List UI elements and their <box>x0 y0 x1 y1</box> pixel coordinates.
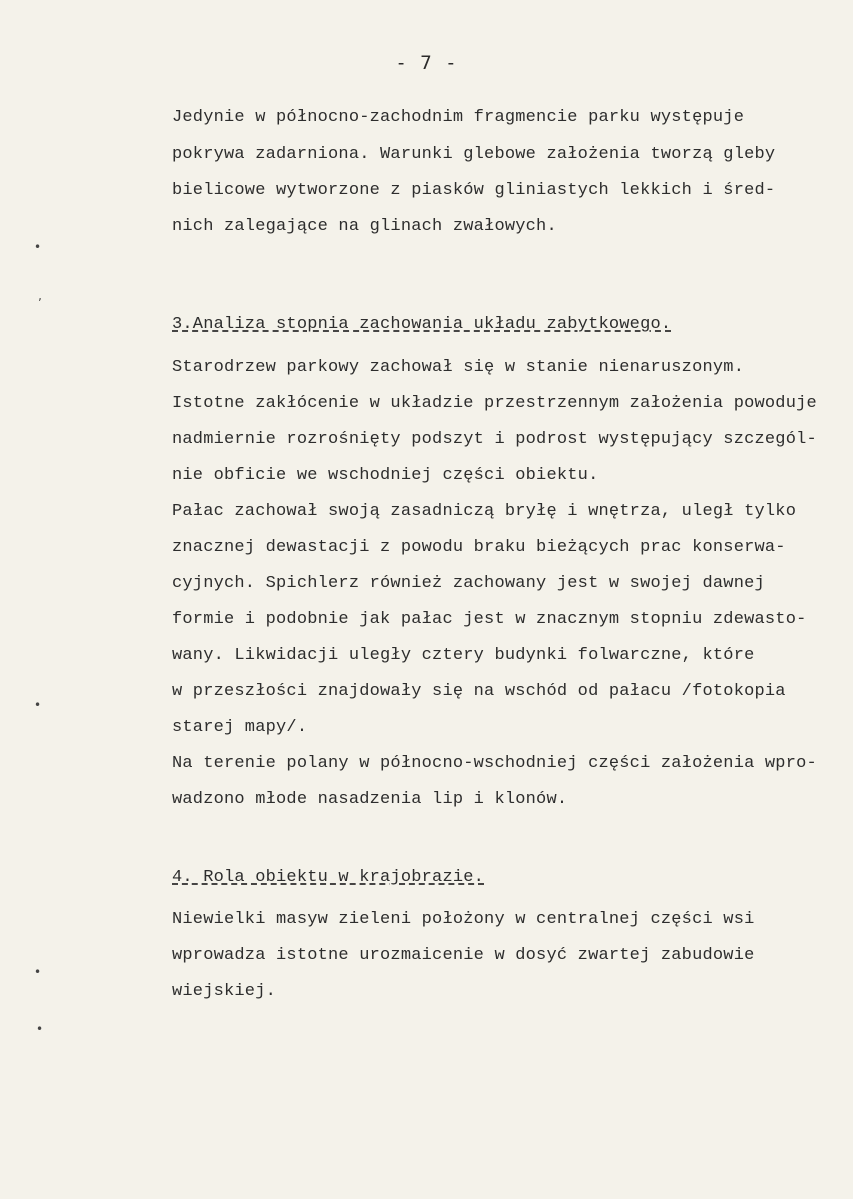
section-4-line: Niewielki masyw zieleni położony w centralnej części wsi <box>172 910 755 929</box>
section-3-line: Istotne zakłócenie w układzie przestrzennym założenia powoduje <box>172 394 817 413</box>
section-4-line: wprowadza istotne urozmaicenie w dosyć zwartej zabudowie <box>172 946 755 965</box>
section-3-line: Pałac zachował swoją zasadniczą bryłę i wnętrza, uległ tylko <box>172 502 797 521</box>
section-3-line: Starodrzew parkowy zachował się w stanie nienaruszonym. <box>172 358 745 377</box>
section-3-heading: 3.Analiza stopnia zachowania układu zabytkowego. <box>172 315 672 334</box>
section-3-line: formie i podobnie jak pałac jest w znacznym stopniu zdewasto- <box>172 610 807 629</box>
section-3-line: znacznej dewastacji z powodu braku bieżących prac konserwa- <box>172 538 786 557</box>
paragraph-1-line: pokrywa zadarniona. Warunki glebowe założenia tworzą gleby <box>172 145 776 164</box>
margin-mark: • <box>34 240 42 254</box>
section-3-line: cyjnych. Spichlerz również zachowany jest w swojej dawnej <box>172 574 765 593</box>
margin-mark: • <box>34 965 42 979</box>
section-3-line: nie obficie we wschodniej części obiektu. <box>172 466 599 485</box>
section-4-heading: 4. Rola obiektu w krajobrazie. <box>172 868 485 887</box>
section-4-line: wiejskiej. <box>172 982 277 1001</box>
section-3-line: w przeszłości znajdowały się na wschód od pałacu /fotokopia <box>172 682 786 701</box>
section-3-line: Na terenie polany w północno-wschodniej części założenia wpro- <box>172 754 817 773</box>
paragraph-1-line: bielicowe wytworzone z piasków gliniastych lekkich i śred- <box>172 181 776 200</box>
section-3-line: wany. Likwidacji uległy cztery budynki folwarczne, które <box>172 646 755 665</box>
margin-mark: ʼ <box>38 296 42 310</box>
section-3-line: starej mapy/. <box>172 718 308 737</box>
margin-mark: • <box>36 1022 44 1036</box>
page-number: - 7 - <box>395 52 458 74</box>
section-3-line: wadzono młode nasadzenia lip i klonów. <box>172 790 568 809</box>
margin-mark: • <box>34 698 42 712</box>
paragraph-1-line: Jedynie w północno-zachodnim fragmencie parku występuje <box>172 108 745 127</box>
paragraph-1-line: nich zalegające na glinach zwałowych. <box>172 217 557 236</box>
section-3-line: nadmiernie rozrośnięty podszyt i podrost występujący szczegól- <box>172 430 817 449</box>
